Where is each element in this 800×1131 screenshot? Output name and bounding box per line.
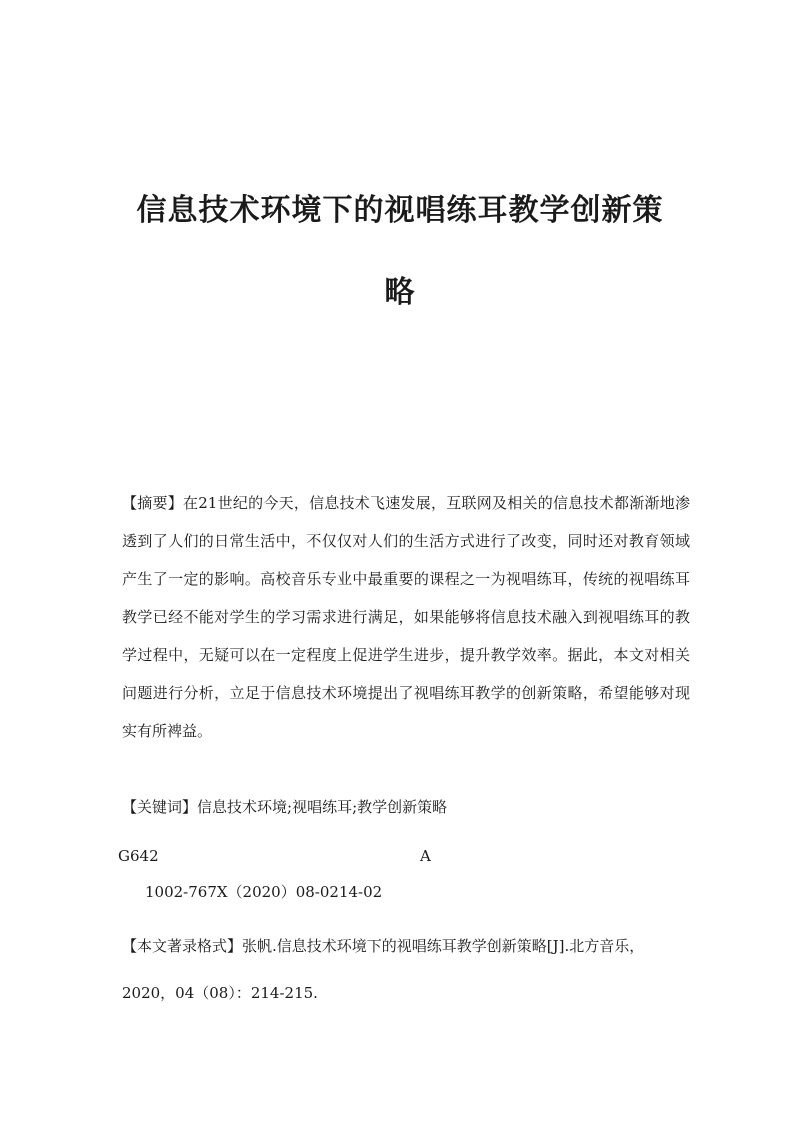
citation-paragraph <box>122 923 682 1017</box>
article-title-line-2: 略 <box>384 275 416 310</box>
citation-label: 【本文著录格式】 <box>122 937 243 955</box>
article-title-line-1: 信息技术环境下的视唱练耳教学创新策 <box>136 193 664 228</box>
keywords-line <box>122 795 447 819</box>
keywords-label: 【关键词】 <box>122 798 198 816</box>
abstract-paragraph <box>122 484 690 750</box>
document-code: A <box>420 847 431 865</box>
keywords-text: 信息技术环境;视唱练耳;教学创新策略 <box>197 798 448 816</box>
citation-text: 张帆.信息技术环境下的视唱练耳教学创新策略[J].北方音乐，2020，04（08）：214-215. <box>122 937 645 1002</box>
article-id: 1002-767X（2020）08-0214-02 <box>145 883 383 901</box>
abstract-label: 【摘要】 <box>122 494 183 512</box>
clc-number: G642 <box>118 847 159 865</box>
abstract-text: 在21世纪的今天，信息技术飞速发展，互联网及相关的信息技术都渐渐地渗透到了人们的日常生活中，不仅仅对人们的生活方式进行了改变，同时还对教育领域产生了一定的影响。高校音乐专业中最重要的课程之一为视唱练耳，传统的视唱练耳教学已经不能对学生的学习需求进行满足，如果能够将信息技术融入到视唱练耳的教学过程中，无疑可以在一定程度上促进学生进步，提升教学效率。据此，本文对相关问题进行分析，立足于信息技术环境提出了视唱练耳教学的创新策略，希望能够对现实有所裨益。 <box>122 494 690 740</box>
